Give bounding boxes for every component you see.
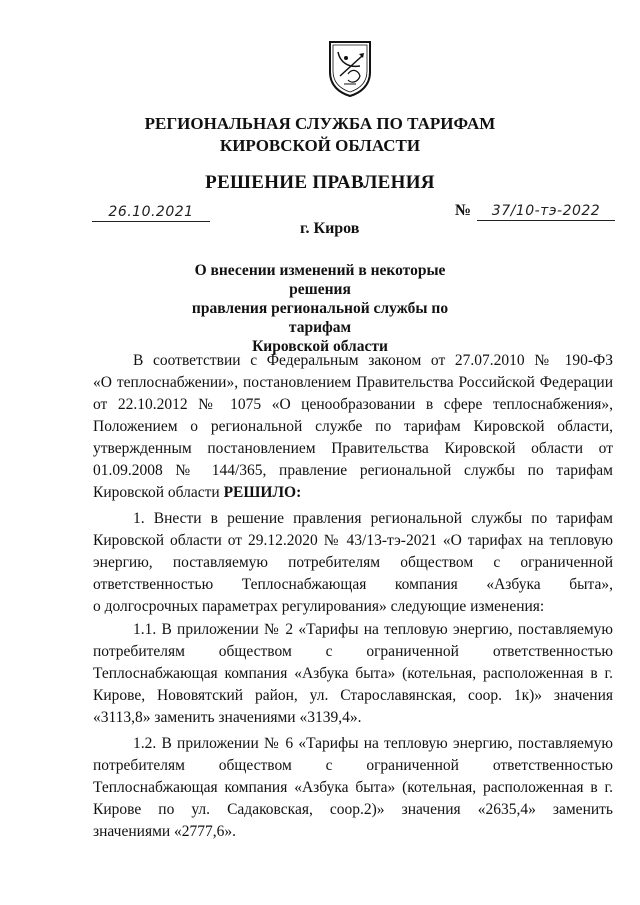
- paragraph-preamble-last-line: [93, 482, 613, 504]
- paragraph-item1-body: Кировской области от 29.12.2020 № 43/13-тэ-2021 «О тарифах на тепловую энергию, поставляемую потребителям обществом с ограниченной ответственностью Теплоснабжающая компания «Азбука быта»,: [93, 532, 613, 593]
- document-date: 26.10.2021: [92, 203, 210, 222]
- document-number-value: 37/10-тэ-2022: [477, 202, 615, 221]
- paragraph-preamble-body: «О теплоснабжении», постановлением Правительства Российской Федерации от 22.10.2012 № 1075 «О ценообразовании в сфере теплоснабжения», Положением о региональной службе по тарифам Кировской области, утвержденным постановлением Правительства Кировской области от 01.09.2008 № 144/365, правление региональной службы по тарифам: [93, 374, 613, 479]
- resolution-keyword: РЕШИЛО:: [223, 484, 302, 501]
- number-sign: №: [455, 202, 472, 219]
- paragraph-item1-2-first-line: 1.2. В приложении № 6 «Тарифы на тепловую энергию, поставляемую: [133, 735, 613, 752]
- paragraph-item1-2-last-line: значениями «2777,6».: [93, 823, 237, 840]
- paragraph-item1-1-body: потребителям обществом с ограниченной ответственностью Теплоснабжающая компания «Азбука быта» (котельная, расположенная в г. Кирове, Нововятский район, ул. Старославянская, соор. 1к)» значения: [93, 643, 613, 704]
- document-type-title: РЕШЕНИЕ ПРАВЛЕНИЯ: [205, 172, 435, 193]
- document-number: [455, 202, 615, 224]
- subject-line1: О внесении изменений в некоторые решения: [194, 262, 446, 298]
- document-city: г. Киров: [300, 220, 360, 237]
- org-name-line1: РЕГИОНАЛЬНАЯ СЛУЖБА ПО ТАРИФАМ: [144, 114, 496, 133]
- subject-line2: правления региональной службы по тарифам: [191, 300, 449, 336]
- document-subject: [170, 261, 470, 356]
- subject-line3: Кировской области: [252, 338, 388, 355]
- preamble-last-prefix: Кировской области: [93, 484, 224, 501]
- paragraph-item1-last-line: о долгосрочных параметрах регулирования» следующие изменения:: [93, 598, 545, 615]
- paragraph-item1-1-last-line: «3113,8» заменить значениями «3139,4».: [93, 709, 362, 726]
- org-name-line2: КИРОВСКОЙ ОБЛАСТИ: [219, 136, 421, 155]
- paragraph-item1-2-body: потребителям обществом с ограниченной ответственностью Теплоснабжающая компания «Азбука быта» (котельная, расположенная в г. Кирове по ул. Садаковская, соор.2)» значения «2635,4» заменить: [93, 757, 613, 818]
- paragraph-item1-first-line: 1. Внести в решение правления региональной службы по тарифам: [133, 510, 613, 527]
- paragraph-preamble-first-line: В соответствии с Федеральным законом от 27.07.2010 № 190-ФЗ: [133, 352, 613, 369]
- paragraph-item1-1-first-line: 1.1. В приложении № 2 «Тарифы на тепловую энергию, поставляемую: [133, 621, 613, 638]
- coat-of-arms-icon: [326, 38, 374, 98]
